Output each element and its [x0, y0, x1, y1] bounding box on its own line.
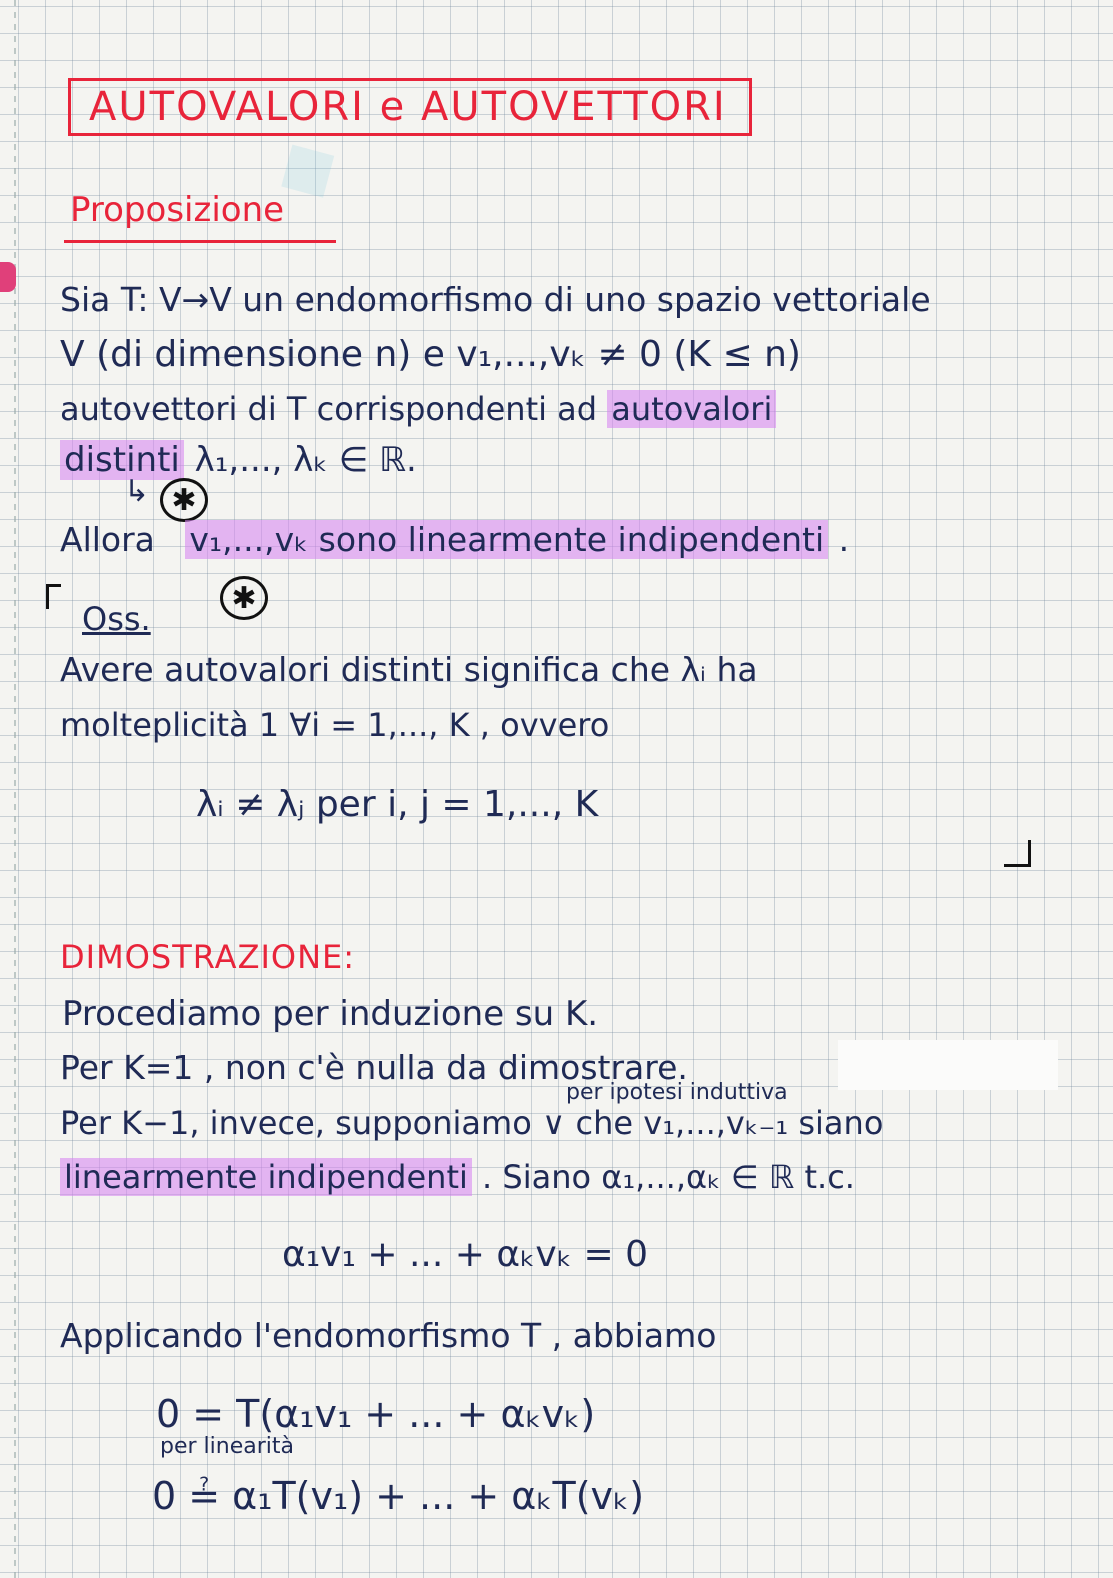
proof-heading: DIMOSTRAZIONE: — [60, 938, 356, 976]
proposition-line-3 — [60, 390, 776, 428]
highlight-distinti: distinti — [60, 440, 184, 480]
proposition-line-5 — [60, 520, 849, 559]
correction-tape — [838, 1040, 1058, 1090]
observation-line-1: Avere autovalori distinti significa che λᵢ ha — [60, 650, 758, 689]
margin-line — [14, 0, 16, 1578]
proposition-line-2: V (di dimensione n) e v₁,...,vₖ ≠ 0 (K ≤ n) — [60, 334, 801, 375]
star-observation-icon — [220, 576, 268, 620]
linearity-note: per linearità — [160, 1434, 294, 1459]
line-4-text: λ₁,..., λₖ ∈ ℝ. — [194, 440, 417, 480]
watermark-logo: ◆ — [254, 109, 355, 221]
page-title — [68, 78, 752, 136]
inductive-hypothesis-note: per ipotesi induttiva — [566, 1080, 788, 1105]
star-glyph: ✱ — [171, 482, 197, 518]
proposition-heading: Proposizione — [70, 190, 285, 230]
observation-formula: λᵢ ≠ λⱼ per i, j = 1,..., K — [196, 784, 599, 825]
proposition-line-1: Sia T: V→V un endomorfismo di uno spazio vettoriale — [60, 280, 931, 319]
bracket-corner-top-left — [46, 584, 61, 609]
bracket-corner-bottom-right — [1004, 840, 1031, 867]
star-reference-arrow: ↳ — [124, 474, 150, 509]
highlight-conclusion: v₁,...,vₖ sono linearmente indipendenti — [185, 520, 828, 559]
star-glyph-2: ✱ — [231, 580, 257, 616]
equation-apply-t: 0 = T(α₁v₁ + ... + αₖvₖ) — [156, 1392, 596, 1436]
line-5-text: Allora — [60, 520, 155, 559]
highlight-lin-indip: linearmente indipendenti — [60, 1158, 472, 1196]
highlight-autovalori: autovalori — [607, 390, 776, 428]
proposition-line-4 — [60, 440, 417, 480]
line-4-proof-text: . Siano α₁,...,αₖ ∈ ℝ t.c. — [482, 1158, 855, 1196]
page-tab-marker — [0, 262, 16, 292]
observation-line-2: molteplicità 1 ∀i = 1,..., K , ovvero — [60, 706, 610, 744]
equation-linear-combination: α₁v₁ + ... + αₖvₖ = 0 — [282, 1234, 648, 1275]
line-5-end: . — [838, 520, 850, 559]
equation-linearity: 0 ≟ α₁T(v₁) + ... + αₖT(vₖ) — [152, 1474, 645, 1518]
proof-line-5: Applicando l'endomorfismo T , abbiamo — [60, 1316, 717, 1355]
title-text: AUTOVALORI e AUTOVETTORI — [89, 84, 727, 130]
observation-heading: Oss. — [82, 600, 151, 638]
star-reference-icon — [160, 478, 208, 522]
proof-line-3: Per K−1, invece, supponiamo ∨ che v₁,...,vₖ₋₁ siano — [60, 1104, 884, 1142]
proof-line-1: Procediamo per induzione su K. — [62, 994, 599, 1034]
line-3-text: autovettori di T corrispondenti ad — [60, 390, 598, 428]
proof-line-2: Per K=1 , non c'è nulla da dimostrare. — [60, 1048, 688, 1087]
heading-underline — [64, 240, 336, 243]
proof-line-4 — [60, 1158, 855, 1196]
